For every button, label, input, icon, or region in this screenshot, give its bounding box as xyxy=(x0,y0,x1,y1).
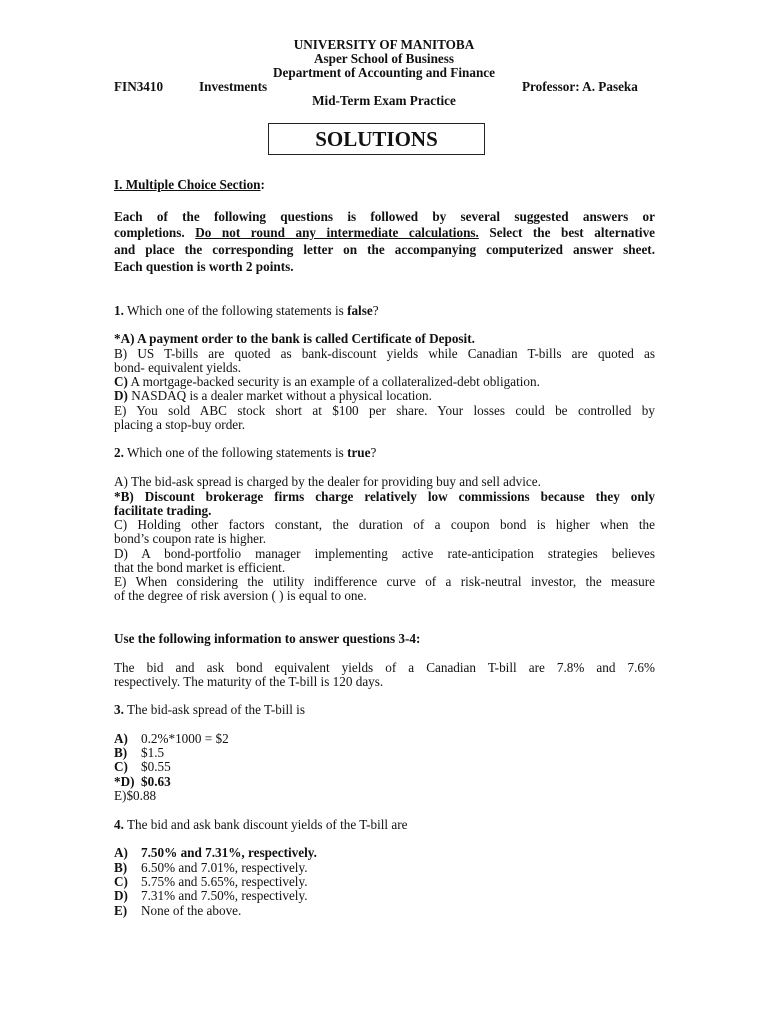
q2-option-b-line-2: facilitate trading. xyxy=(114,503,212,518)
q4-option-a xyxy=(114,846,317,860)
option-text: $0.63 xyxy=(141,774,171,789)
option-text: A mortgage-backed security is an example of a collateralized-debt obligation. xyxy=(127,374,540,389)
question-3-stem xyxy=(114,703,305,717)
question-text: Which one of the following statements is xyxy=(123,303,348,318)
question-text: Which one of the following statements is xyxy=(123,445,348,460)
instructions-emphasis: Do not round any intermediate calculations. xyxy=(195,225,479,240)
q3-option-e xyxy=(114,789,156,803)
q3-option-c xyxy=(114,760,171,774)
question-number: 1. xyxy=(114,303,124,318)
question-keyword: false xyxy=(347,303,373,318)
info-text-line-1: The bid and ask bond equivalent yields of a Canadian T-bill are 7.8% and 7.6% xyxy=(114,660,655,675)
option-key: A) xyxy=(114,845,128,860)
option-text: 6.50% and 7.01%, respectively. xyxy=(141,860,308,875)
question-number: 2. xyxy=(114,445,124,460)
school-name: Asper School of Business xyxy=(313,51,455,66)
option-key: B) xyxy=(114,745,128,760)
instructions-line-4: Each question is worth 2 points. xyxy=(114,259,294,274)
option-key: A) xyxy=(114,731,128,746)
question-keyword: true xyxy=(347,445,371,460)
option-text: None of the above. xyxy=(141,903,242,918)
q2-option-e-line-2: of the degree of risk aversion ( ) is equal to one. xyxy=(114,588,367,603)
exam-title: Mid-Term Exam Practice xyxy=(312,93,456,108)
question-number: 3. xyxy=(114,702,124,717)
option-key: B) xyxy=(114,860,128,875)
course-code: FIN3410 xyxy=(114,79,164,94)
instructions-text: completions. xyxy=(114,225,185,240)
q1-option-e-line-1: E) You sold ABC stock short at $100 per share. Your losses could be controlled by xyxy=(114,403,655,418)
professor-name: Professor: A. Paseka xyxy=(522,79,638,94)
q2-option-b-line-1: *B) Discount brokerage firms charge relatively low commissions because they only xyxy=(114,489,655,504)
option-key: E) xyxy=(114,903,128,918)
q1-option-a: *A) A payment order to the bank is called Certificate of Deposit. xyxy=(114,331,475,346)
department-name: Department of Accounting and Finance xyxy=(273,65,495,80)
q4-option-b xyxy=(114,861,308,875)
university-name: UNIVERSITY OF MANITOBA xyxy=(293,37,475,52)
question-text: ? xyxy=(372,303,379,318)
option-key: D) xyxy=(114,388,128,403)
option-text: 5.75% and 5.65%, respectively. xyxy=(141,874,308,889)
course-name: Investments xyxy=(199,79,268,94)
option-key: E) xyxy=(114,788,127,803)
info-text-line-2: respectively. The maturity of the T-bill is 120 days. xyxy=(114,674,384,689)
question-text: The bid and ask bank discount yields of the T-bill are xyxy=(123,817,408,832)
option-text: NASDAQ is a dealer market without a physical location. xyxy=(127,388,432,403)
instructions-text: Select the best alternative xyxy=(489,225,656,240)
solutions-title-box xyxy=(268,123,485,155)
option-text: 7.50% and 7.31%, respectively. xyxy=(141,845,317,860)
option-key: C) xyxy=(114,874,128,889)
solutions-title: SOLUTIONS xyxy=(315,127,438,151)
option-text: $0.88 xyxy=(126,788,157,803)
instructions-line-2 xyxy=(114,226,655,240)
section-title: I. Multiple Choice Section xyxy=(114,177,261,192)
section-title-colon: : xyxy=(260,177,265,192)
q1-option-c xyxy=(114,375,540,389)
q3-option-b xyxy=(114,746,164,760)
q2-option-a: A) The bid-ask spread is charged by the dealer for providing buy and sell advice. xyxy=(114,474,541,489)
q1-option-b-line-2: bond- equivalent yields. xyxy=(114,360,242,375)
question-2-stem xyxy=(114,446,376,460)
q2-option-d-line-2: that the bond market is efficient. xyxy=(114,560,286,575)
instructions-line-1: Each of the following questions is followed by several suggested answers or xyxy=(114,209,655,224)
q1-option-e-line-2: placing a stop-buy order. xyxy=(114,417,246,432)
question-text: ? xyxy=(370,445,377,460)
q1-option-b-line-1: B) US T-bills are quoted as bank-discount yields while Canadian T-bills are quoted as xyxy=(114,346,655,361)
question-number: 4. xyxy=(114,817,124,832)
q2-option-e-line-1: E) When considering the utility indifference curve of a risk-neutral investor, the measure xyxy=(114,574,655,589)
q4-option-e xyxy=(114,904,241,918)
question-1-stem xyxy=(114,304,379,318)
q3-option-d xyxy=(114,775,171,789)
option-key: D) xyxy=(114,888,128,903)
option-key: C) xyxy=(114,759,128,774)
option-text: $0.55 xyxy=(141,759,171,774)
q1-option-d xyxy=(114,389,432,403)
question-4-stem xyxy=(114,818,408,832)
option-text: $1.5 xyxy=(141,745,165,760)
q4-option-d xyxy=(114,889,308,903)
q2-option-c-line-1: C) Holding other factors constant, the duration of a coupon bond is higher when the xyxy=(114,517,655,532)
q2-option-d-line-1: D) A bond-portfolio manager implementing active rate-anticipation strategies believes xyxy=(114,546,655,561)
option-key: C) xyxy=(114,374,128,389)
q3-option-a xyxy=(114,732,229,746)
instructions-line-3: and place the corresponding letter on the accompanying computerized answer sheet. xyxy=(114,242,655,257)
info-heading: Use the following information to answer questions 3-4: xyxy=(114,631,421,646)
option-text: 7.31% and 7.50%, respectively. xyxy=(141,888,308,903)
q2-option-c-line-2: bond’s coupon rate is higher. xyxy=(114,531,266,546)
option-key: *D) xyxy=(114,774,135,789)
q4-option-c xyxy=(114,875,308,889)
section-heading xyxy=(114,178,265,192)
option-text: 0.2%*1000 = $2 xyxy=(141,731,229,746)
question-text: The bid-ask spread of the T-bill is xyxy=(123,702,305,717)
